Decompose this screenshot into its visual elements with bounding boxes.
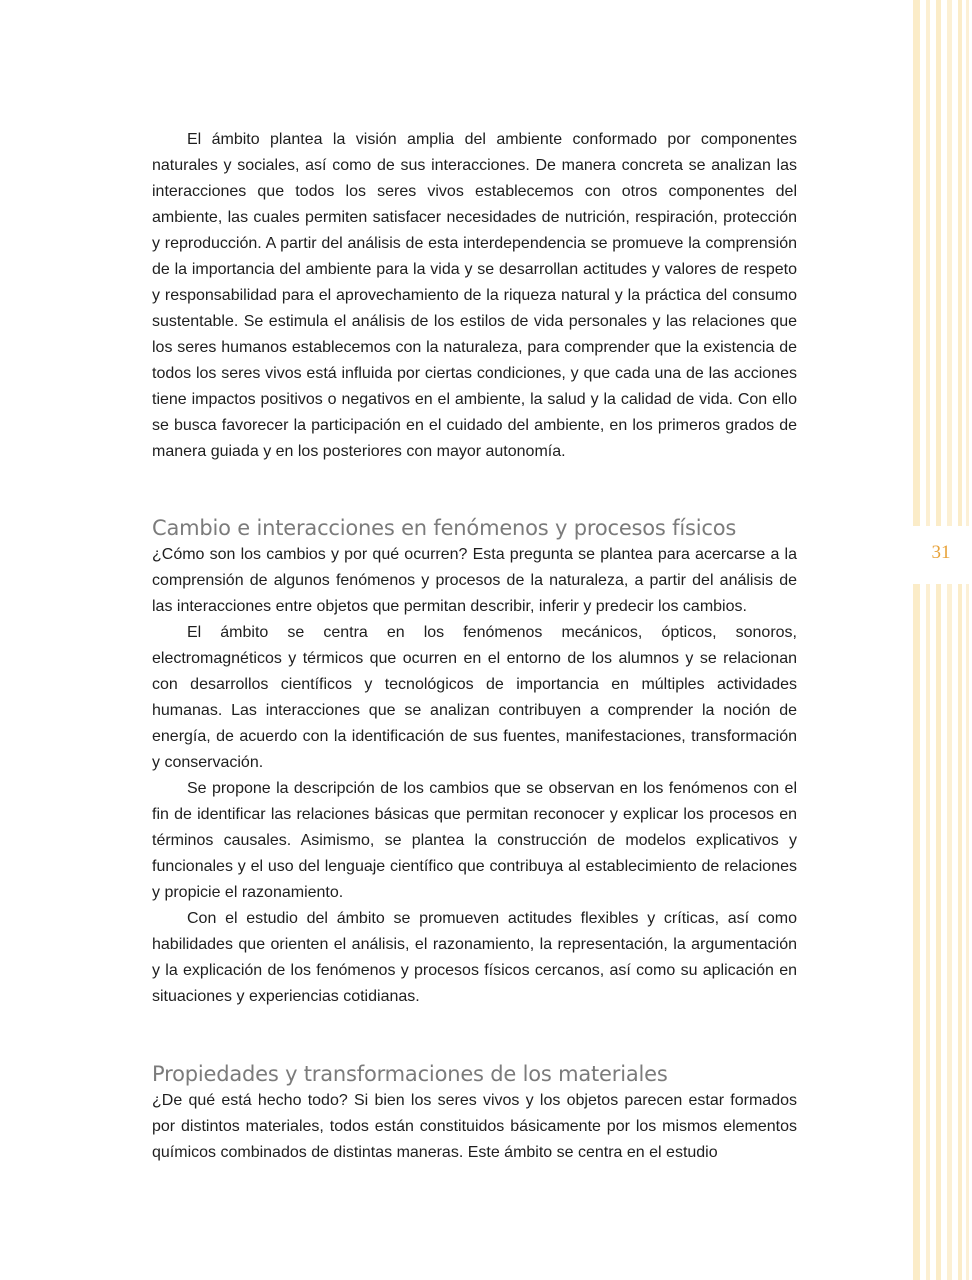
page-number-box — [910, 526, 972, 584]
section2-paragraph-1: ¿De qué está hecho todo? Si bien los seres vivos y los objetos parecen estar formados por distintos materiales, todos están constituidos básicamente por los mismos elementos químicos combinados de distintas maneras. Este ámbito se centra en el estudio — [152, 1092, 797, 1161]
section1-paragraph-4: Con el estudio del ámbito se promueven actitudes flexibles y críticas, así como habilidades que orienten el análisis, el razonamiento, la representación, la argumentación y la explicación de los fenómenos y procesos físicos cercanos, así como su aplicación en situaciones y experiencias cotidianas. — [152, 910, 797, 1005]
section1-paragraph-3: Se propone la descripción de los cambios que se observan en los fenómenos con el fin de identificar las relaciones básicas que permitan reconocer y explicar los procesos en términos causales. Asimismo, se plantea la construcción de modelos explicativos y funcionales y el uso del lenguaje científico que contribuya al establecimiento de relaciones y propicie el razonamiento. — [152, 780, 797, 901]
page-number: 31 — [931, 542, 951, 563]
section1-paragraph-1: ¿Cómo son los cambios y por qué ocurren? Esta pregunta se plantea para acercarse a la comprensión de algunos fenómenos y procesos de la naturaleza, a partir del análisis de las interacciones entre objetos que permitan describir, inferir y predecir los cambios. — [152, 546, 797, 615]
section-heading-cambio: Cambio e interacciones en fenómenos y procesos físicos — [152, 516, 737, 540]
decorative-stripe — [966, 0, 969, 1280]
section-heading-propiedades: Propiedades y transformaciones de los materiales — [152, 1062, 668, 1086]
intro-paragraph: El ámbito plantea la visión amplia del ambiente conformado por componentes naturales y sociales, así como de sus interacciones. De manera concreta se analizan las interacciones que todos los seres vivos establecemos con otros componentes del ambiente, las cuales permiten satisfacer necesidades de nutrición, respiración, protección y reproducción. A partir del análisis de esta interdependencia se promueve la comprensión de la importancia del ambiente para la vida y se desarrollan actitudes y valores de respeto y responsabilidad para el aprovechamiento de la riqueza natural y la práctica del consumo sustentable. Se estimula el análisis de los estilos de vida personales y las relaciones que los seres humanos establecemos con la naturaleza, para comprender que la existencia de todos los seres vivos está influida por ciertas condiciones, y que cada una de las acciones tiene impactos positivos o negativos en el ambiente, la salud y la calidad de vida. Con ello se busca favorecer la participación en el cuidado del ambiente, en los primeros grados de manera guiada y en los posteriores con mayor autonomía. — [152, 131, 797, 460]
decorative-stripe — [947, 0, 952, 1280]
decorative-stripe — [958, 0, 962, 1280]
decorative-stripe — [913, 0, 920, 1280]
page-content — [152, 127, 797, 1166]
decorative-stripe — [936, 0, 941, 1280]
section1-paragraph-2: El ámbito se centra en los fenómenos mecánicos, ópticos, sonoros, electromagnéticos y térmicos que ocurren en el entorno de los alumnos y se relacionan con desarrollos científicos y tecnológicos de importancia en múltiples actividades humanas. Las interacciones que se analizan contribuyen a comprender la noción de energía, de acuerdo con la identificación de sus fuentes, manifestaciones, transformación y conservación. — [152, 624, 797, 771]
decorative-stripe — [926, 0, 930, 1280]
